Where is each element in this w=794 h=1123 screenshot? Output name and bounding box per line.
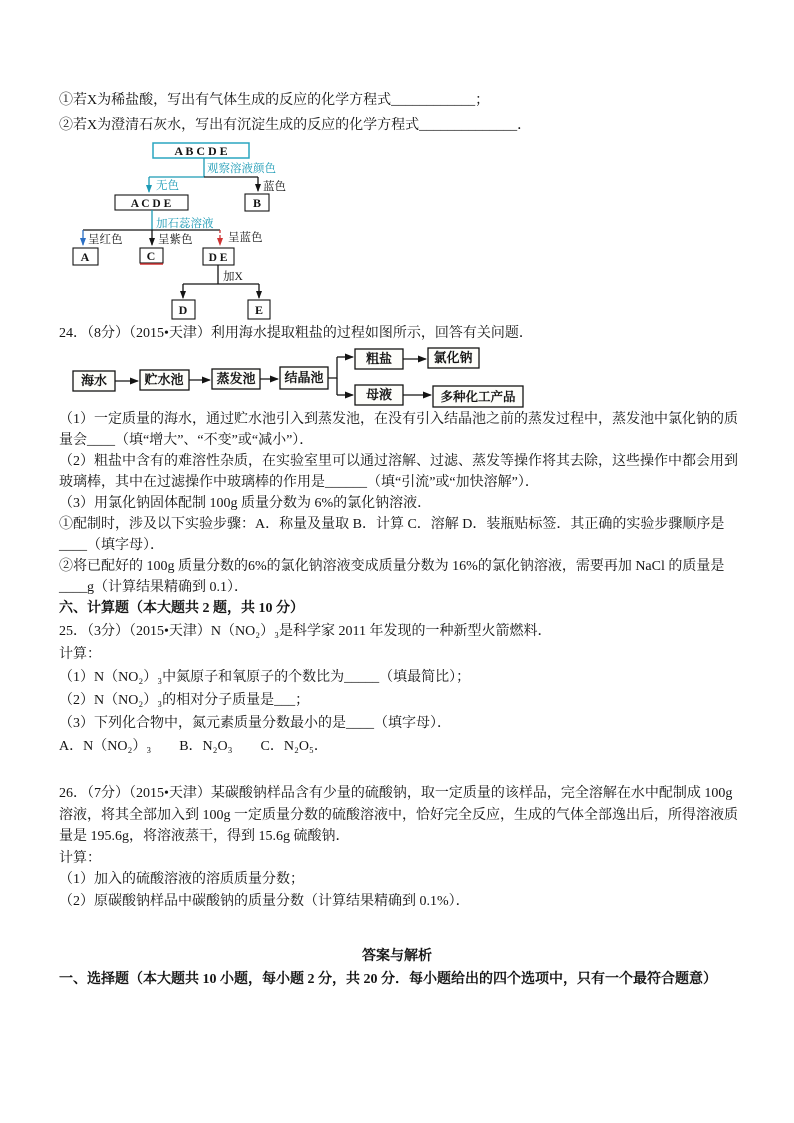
q25-item-1: （1）N（NO₂）₃中氮原子和氧原子的个数比为_____（填最简比）； [59,670,471,685]
box-d-label: D [178,303,188,317]
q24-item-1: （1）一定质量的海水，通过贮水池引入到蒸发池，在没有引入结晶池之前的蒸发过程中，蒸发池中氯化钠的质量会____（填“增大”、“不变”或“减小”）． [59,412,738,448]
box-a-label: A [80,250,90,264]
question-26-heading: 26．（7分）（2015•天津）某碳酸钠样品含有少量的硫酸钠，取一定质量的该样品，完全溶解在水中配制成 100g 溶液，将其全部加入到 100g 一定质量分数的硫酸溶液中，恰好完全反应，生成的气体全部逸出后，所得溶液质量是 195.6g，将溶液蒸干，得到 15.6g 硫酸钠． [59,786,738,844]
q24-item-3-1: ①配制时，涉及以下实验步骤：A．称量及量取 B．计算 C．溶解 D．装瓶贴标签．其正确的实验步骤顺序是____（填字母）． [59,517,725,553]
question-24-items [59,409,740,598]
fill-line-limewater: ②若X为澄清石灰水，写出有沉淀生成的反应的化学方程式______________． [59,118,532,133]
answers-title: 答案与解析 [362,949,432,964]
box-crude-salt-label: 粗盐 [365,351,393,366]
question-24 [59,323,740,344]
box-storage-pond-label: 贮水池 [144,372,184,387]
question-25 [59,620,740,758]
turns-purple-label: 呈紫色 [158,234,193,246]
sea-salt-process-diagram [62,344,682,412]
question-25-heading: 25．（3分）（2015•天津）N（NO₂）₃是科学家 2011 年发现的一种新型火箭燃料． [59,624,552,639]
question-26 [59,783,740,912]
box-b-label: B [252,196,262,210]
box-chemical-products-label: 多种化工产品 [440,390,516,404]
litmus-label: 加石蕊溶液 [156,218,214,230]
box-seawater-label: 海水 [80,373,108,388]
add-x-label: 加X [223,271,243,283]
box-e-label: E [254,303,264,317]
turns-blue-label: 呈蓝色 [228,232,263,244]
q26-item-2: （2）原碳酸钠样品中碳酸钠的质量分数（计算结果精确到 0.1%）． [59,893,470,909]
box-mother-liquor-label: 母液 [365,387,393,402]
q25-item-2: （2）N（NO₂）₃的相对分子质量是___； [59,693,310,708]
blue-label: 蓝色 [263,181,286,193]
q26-calc-label: 计算： [59,850,101,866]
substance-identification-flowchart [60,139,360,329]
question-24-heading: 24．（8分）（2015•天津）利用海水提取粗盐的过程如图所示，回答有关问题． [59,326,533,341]
observe-color-label: 观察溶液颜色 [207,163,276,175]
box-acde-label: A C D E [130,198,172,210]
box-de-label: D E [208,252,228,264]
section-6 [59,598,740,619]
turns-red-label: 呈红色 [88,234,123,246]
answers-section-1 [59,969,740,990]
q25-options: A．N（NO₂）₃ B．N₂O₃ C．N₂O₅． [59,739,328,754]
box-sodium-chloride-label: 氯化钠 [433,350,473,365]
box-c-label: C [146,249,156,263]
q24-item-3-2: ②将已配好的 100g 质量分数的6%的氯化钠溶液变成质量分数为 16%的氯化钠溶液，需要再加 NaCl 的质量是____g（计算结果精确到 0.1）． [59,559,725,595]
q24-item-3: （3）用氯化钠固体配制 100g 质量分数为 6%的氯化钠溶液． [59,496,432,511]
q26-item-1: （1）加入的硫酸溶液的溶质质量分数； [59,872,304,887]
q25-calc-label: 计算： [59,647,101,662]
section-6-heading: 六、计算题（本大题共 2 题，共 10 分） [59,601,304,616]
box-abcde-label: A B C D E [174,144,228,158]
fork-top [328,357,337,378]
box-evaporation-pond-label: 蒸发池 [216,371,256,386]
question-23-fill-lines [59,88,740,138]
q24-item-2: （2）粗盐中含有的难溶性杂质，在实验室里可以通过溶解、过滤、蒸发等操作将其去除，这些操作中都会用到玻璃棒，其中在过滤操作中玻璃棒的作用是______（填“引流”或“加快溶解”）． [59,454,738,490]
q25-item-3: （3）下列化合物中，氮元素质量分数最小的是____（填字母）． [59,716,451,731]
answers-section-1-heading: 一、选择题（本大题共 10 小题，每小题 2 分，共 20 分．每小题给出的四个选项中，只有一个最符合题意） [59,972,717,987]
colorless-label: 无色 [156,180,179,192]
fill-line-acid: ①若X为稀盐酸，写出有气体生成的反应的化学方程式____________； [59,93,490,108]
box-crystallization-pond-label: 结晶池 [284,370,324,385]
